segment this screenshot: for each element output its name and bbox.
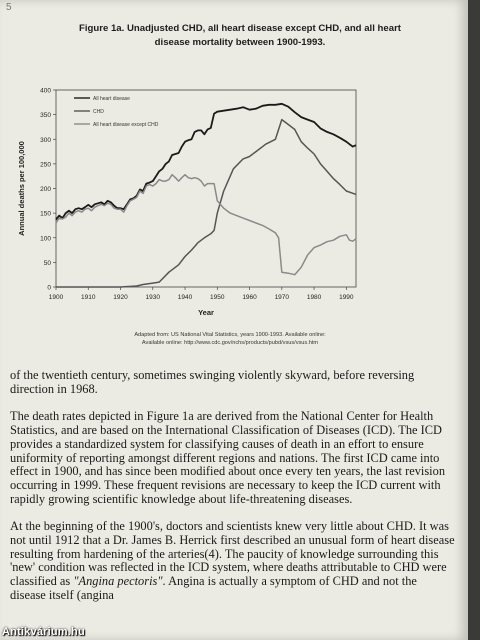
figure-source <box>70 331 390 347</box>
y-tick-label: 300 <box>40 136 51 144</box>
x-tick-label: 1910 <box>81 294 96 301</box>
x-tick-label: 1950 <box>210 294 225 301</box>
paragraph-2: The death rates depicted in Figure 1a are derived from the National Center for Health Statistics, and are based on the International Classification of Diseases (ICD). The ICD provides a standardized system for classifying causes of death in an effort to ensure uniformity of reporting amongst different regions and nations. The first ICD came into effect in 1900, and has since been modified about once every ten years, the last revision occurring in 1999. These frequent revisions are necessary to keep the ICD current with rapidly growing scientific knowledge about life-threatening diseases. <box>10 409 446 506</box>
page-number: 5 <box>6 2 12 13</box>
legend-label-1: All heart disease <box>93 96 130 102</box>
source-line-2: Available online: http://www.cdc.gov/nchs/products/pubd/vsus/vsus.htm <box>141 340 319 346</box>
angina-pectoris-term: "Angina pectoris" <box>73 574 163 589</box>
figure-title-line-2: disease mortality between 1900-1993. <box>154 37 326 48</box>
x-tick-label: 1980 <box>306 294 322 301</box>
x-tick-label: 1960 <box>242 294 257 301</box>
y-tick-label: 150 <box>40 210 51 218</box>
x-axis-label: Year <box>198 308 214 317</box>
source-line-1: Adapted from: US National Vital Statistics, years 1900-1993. Available online: <box>134 332 326 338</box>
series-line-3 <box>56 175 356 275</box>
x-tick-label: 1990 <box>339 294 354 301</box>
y-tick-label: 100 <box>40 235 51 243</box>
plot-area-frame <box>56 90 356 287</box>
paragraph-3 <box>10 520 455 602</box>
y-tick-label: 350 <box>40 112 51 120</box>
x-tick-label: 1940 <box>177 294 193 301</box>
x-tick-label: 1930 <box>145 294 161 301</box>
legend-label-3: All heart disease except CHD <box>93 122 159 128</box>
x-tick-label: 1920 <box>113 294 128 301</box>
chart-svg <box>10 80 380 325</box>
x-tick-label: 1900 <box>48 294 64 301</box>
paragraph-1: of the twentieth century, sometimes swinging violently skyward, before reversing direction in 1968. <box>10 368 415 396</box>
legend-label-2: CHD <box>93 109 104 115</box>
figure-title-line-1: Figure 1a. Unadjusted CHD, all heart disease except CHD, and all heart <box>78 23 402 34</box>
watermark-logo: Antikvárium.hu <box>2 626 85 638</box>
y-axis-label: Annual deaths per 100,000 <box>17 141 26 236</box>
paragraph-3-text: At the beginning of the 1900's, doctors and scientists knew very little about CHD. It was not until 1912 that a Dr. James B. Herrick first described an unusual form of heart disease resulting from hardening of the arteries(4). The paucity of knowledge surrounding this 'new' condition was reflected in the ICD system, where deaths attributable to CHD were classified as <box>10 519 455 589</box>
mortality-chart <box>10 80 380 325</box>
y-tick-label: 50 <box>43 259 51 267</box>
paragraph-3-period: . <box>162 574 166 589</box>
x-tick-label: 1970 <box>274 294 290 301</box>
y-tick-label: 0 <box>47 284 51 292</box>
y-tick-label: 200 <box>40 186 51 193</box>
paragraph-3-continuation: Angina is actually a symptom of CHD and not the disease itself (angina <box>10 574 417 602</box>
body-text <box>10 369 455 617</box>
figure-title <box>40 22 440 50</box>
y-tick-label: 400 <box>40 87 51 95</box>
y-tick-label: 250 <box>40 161 51 169</box>
